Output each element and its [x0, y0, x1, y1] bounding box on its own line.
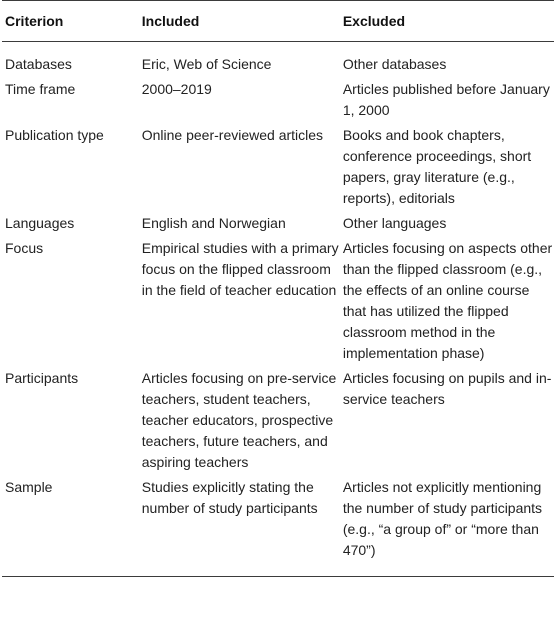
- header-criterion: Criterion: [2, 1, 142, 42]
- cell-criterion: Participants: [5, 370, 79, 386]
- cell-criterion: Publication type: [5, 127, 104, 143]
- cell-excluded: Articles not explicitly mentioning the number of study participants (e.g., “a group of” or “more than 470”): [343, 477, 554, 577]
- table-row: [2, 238, 554, 368]
- cell-included: Online peer-reviewed articles: [141, 127, 324, 143]
- cell-included: Empirical studies with a primary focus on the flipped classroom in the field of teacher education: [141, 240, 339, 298]
- table-row: [2, 125, 554, 213]
- cell-criterion: Sample: [2, 477, 142, 577]
- table-row: [2, 213, 554, 238]
- cell-included: Articles focusing on pre-service teachers, student teachers, teacher educators, prospective teachers, future teachers, and aspiring teachers: [141, 370, 337, 470]
- cell-criterion: Focus: [5, 240, 44, 256]
- cell-excluded: Books and book chapters, conference proceedings, short papers, gray literature (e.g., reports), editorials: [342, 127, 532, 206]
- cell-excluded: Articles focusing on pupils and in-service teachers: [342, 370, 552, 407]
- table-row: [2, 477, 554, 577]
- cell-criterion: Languages: [5, 215, 75, 231]
- inclusion-exclusion-table: [2, 0, 554, 577]
- table-row: [2, 368, 554, 477]
- table-body: [2, 42, 554, 577]
- header-row: [2, 1, 554, 42]
- table-row: [2, 79, 554, 125]
- header-excluded: Excluded: [343, 1, 554, 42]
- cell-included: 2000–2019: [141, 81, 212, 97]
- table-row: [2, 42, 554, 80]
- cell-excluded: Other databases: [342, 56, 447, 72]
- cell-included: English and Norwegian: [141, 215, 286, 231]
- cell-excluded: Articles focusing on aspects other than the flipped classroom (e.g., the effects of an online course that has utilized the flipped classroom method in the implementation phase): [342, 240, 553, 361]
- cell-included: Eric, Web of Science: [141, 56, 272, 72]
- cell-criterion: Time frame: [5, 81, 76, 97]
- header-included: Included: [142, 1, 343, 42]
- cell-excluded: Other languages: [342, 215, 447, 231]
- cell-included: Studies explicitly stating the number of study participants: [142, 477, 343, 577]
- cell-excluded: Articles published before January 1, 2000: [342, 81, 550, 118]
- cell-criterion: Databases: [5, 56, 72, 72]
- table-header: [2, 1, 554, 42]
